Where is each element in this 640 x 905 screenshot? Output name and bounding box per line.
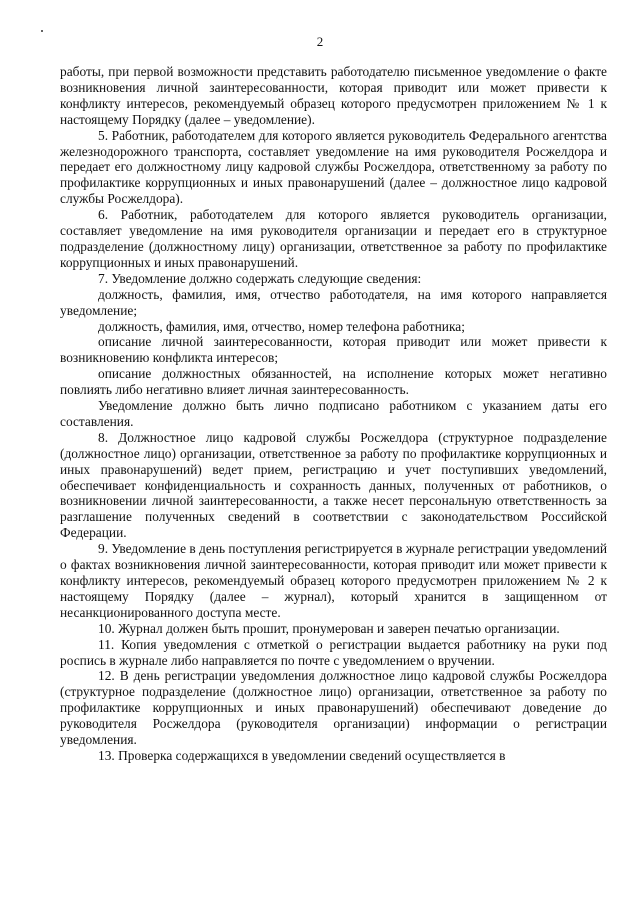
paragraph-item-7-interest: описание личной заинтересованности, которая приводит или может привести к возникновению конфликта интересов; bbox=[60, 334, 607, 366]
paragraph-item-8: 8. Должностное лицо кадровой службы Росжелдора (структурное подразделение (должностное лицо) организации, ответственное за работу по профилактике коррупционных и иных правонарушений) ведет прием, регистрацию и учет поступивших уведомлений, обеспечивает конфиденциальность и сохранность данных, полученных от работников, о возникновении личной заинтересованности, а также несет персональную ответственность за разглашение полученных сведений в соответствии с законодательством Российской Федерации. bbox=[60, 429, 607, 541]
paragraph-item-10: 10. Журнал должен быть прошит, пронумерован и заверен печатью организации. bbox=[98, 620, 560, 636]
paragraph-item-12: 12. В день регистрации уведомления должностное лицо кадровой службы Росжелдора (структурное подразделение (должностное лицо) организации, ответственное за работу по профилактике коррупционных и иных правонарушений) обеспечивают доведение до руководителя Росжелдора (руководителя организации) информации о регистрации уведомления. bbox=[60, 668, 607, 748]
paragraph-item-6: 6. Работник, работодателем для которого является руководитель организации, составляет уведомление на имя руководителя организации и передает его в структурное подразделение (должностному лицу) организации, ответственное за работу по профилактике коррупционных и иных правонарушений. bbox=[60, 207, 607, 270]
paragraph-item-7-duties: описание должностных обязанностей, на исполнение которых может негативно повлиять либо негативно влияет личная заинтересованность. bbox=[60, 366, 607, 398]
paragraph-item-11: 11. Копия уведомления с отметкой о регистрации выдается работнику на руки под роспись в журнале либо направляется по почте с уведомлением о вручении. bbox=[60, 636, 607, 668]
paragraph-item-13: 13. Проверка содержащихся в уведомлении сведений осуществляется в bbox=[98, 747, 506, 763]
paragraph-item-7: 7. Уведомление должно содержать следующие сведения: bbox=[98, 270, 422, 286]
paragraph-item-9: 9. Уведомление в день поступления регистрируется в журнале регистрации уведомлений о фактах возникновения личной заинтересованности, которая приводит или может привести к конфликту интересов, рекомендуемый образец которого предусмотрен приложением № 2 к настоящему Порядку (далее – журнал), который хранится в защищенном от несанкционированного доступа месте. bbox=[60, 541, 607, 620]
paragraph-item-7-signature: Уведомление должно быть лично подписано работником с указанием даты его составления. bbox=[60, 398, 607, 429]
paragraph-continuation: работы, при первой возможности представить работодателю письменное уведомление о факте возникновения личной заинтересованности, которая приводит или может привести к конфликту интересов, рекомендуемый образец которого предусмотрен приложением № 1 к настоящему Порядку (далее – уведомление). bbox=[60, 64, 607, 127]
page-number: 2 bbox=[316, 34, 324, 49]
paragraph-item-5: 5. Работник, работодателем для которого является руководитель Федерального агентства железнодорожного транспорта, составляет уведомление на имя руководителя Росжелдора и передает его должностному лицу кадровой службы Росжелдора, ответственному за работу по профилактике коррупционных и иных правонарушений (далее – должностное лицо кадровой службы Росжелдора). bbox=[60, 127, 607, 207]
paragraph-item-7-employee: должность, фамилия, имя, отчество, номер телефона работника; bbox=[98, 318, 465, 334]
document-body bbox=[60, 64, 607, 764]
paragraph-item-7-employer: должность, фамилия, имя, отчество работодателя, на имя которого направляется уведомление; bbox=[60, 286, 607, 318]
scan-artifact bbox=[41, 30, 43, 32]
